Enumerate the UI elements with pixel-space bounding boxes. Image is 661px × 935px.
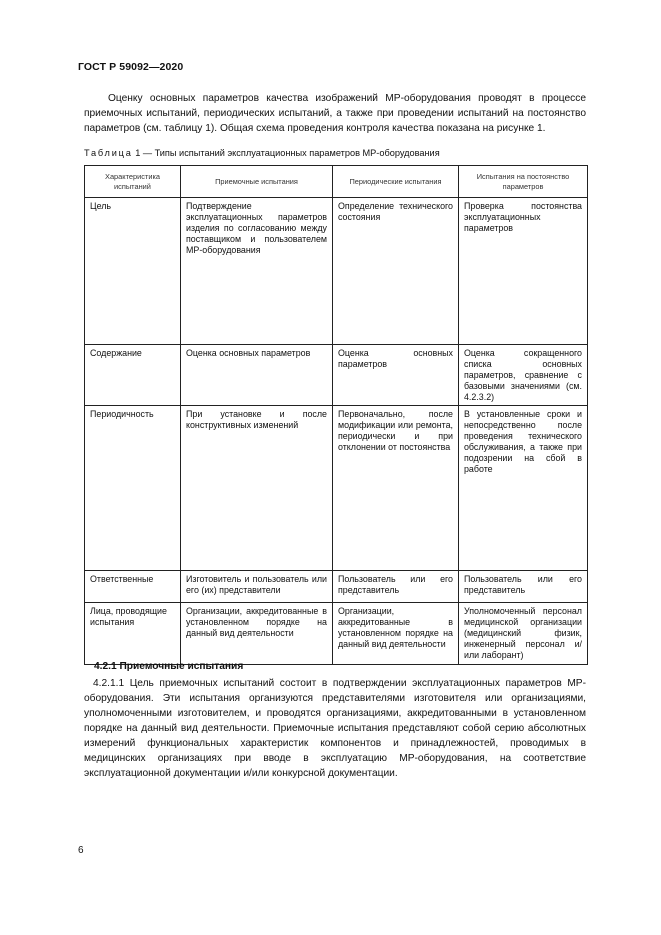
test-types-table bbox=[84, 165, 588, 665]
table-cell: В установленные сроки и непосредственно после проведения технического обслуживания, а также при подозрении на сбой в работе bbox=[459, 406, 588, 571]
document-id: ГОСТ Р 59092—2020 bbox=[78, 61, 184, 73]
table-cell: Определение технического состояния bbox=[333, 198, 459, 345]
table-cell: Уполномоченный персонал медицинской организации (медицинский физик, инженерный персонал и/или лаборант) bbox=[459, 603, 588, 665]
table-row bbox=[85, 345, 588, 406]
intro-paragraph: Оценку основных параметров качества изображений МР-оборудования проводят в процессе приемочных испытаний, периодических испытаний, а также при проведении испытаний на постоянство параметров (см. таблицу 1). Общая схема проведения контроля качества показана на рисунке 1. bbox=[84, 93, 586, 134]
table-caption-label: Таблица bbox=[84, 148, 133, 158]
section-heading: 4.2.1 Приемочные испытания bbox=[94, 661, 244, 672]
table-cell: Оценка сокращенного списка основных параметров, сравнение с базовыми значениями (см. 4.2.3.2) bbox=[459, 345, 588, 406]
table-cell: Изготовитель и пользователь или его (их) представители bbox=[181, 571, 333, 603]
header-acceptance: Приемочные испытания bbox=[181, 166, 333, 198]
table-row bbox=[85, 571, 588, 603]
table-row bbox=[85, 603, 588, 665]
table-cell: Пользователь или его представитель bbox=[333, 571, 459, 603]
table-cell: Ответственные bbox=[85, 571, 181, 603]
table-caption bbox=[84, 148, 440, 158]
table-cell: Подтверждение эксплуатационных параметров изделия по согласованию между поставщиком и пользователем МР-оборудования bbox=[181, 198, 333, 345]
section-paragraph: 4.2.1.1 Цель приемочных испытаний состоит в подтверждении эксплуатационных параметров МР-оборудования. Эти испытания организуются представителями изготовителя или организациями, уполномоченными изготовителем, и проводятся организациями, аккредитованными в установленном порядке на данный вид деятельности. Приемочные испытания представляют собой серию абсолютных измерений функциональных характеристик компонентов и принадлежностей, проводимых в медицинских организациях при вводе в эксплуатацию МР-оборудования, на соответствие эксплуатационной документации и/или конкурсной документации. bbox=[84, 678, 586, 779]
header-characteristic: Характеристика испытаний bbox=[85, 166, 181, 198]
table-cell: Оценка основных параметров bbox=[181, 345, 333, 406]
header-periodic: Периодические испытания bbox=[333, 166, 459, 198]
table-cell: Оценка основных параметров bbox=[333, 345, 459, 406]
table-cell: Проверка постоянства эксплуатационных параметров bbox=[459, 198, 588, 345]
table-caption-text: 1 — Типы испытаний эксплуатационных параметров МР-оборудования bbox=[135, 148, 440, 158]
table-header-row bbox=[85, 166, 588, 198]
table-cell: При установке и после конструктивных изменений bbox=[181, 406, 333, 571]
table-cell: Цель bbox=[85, 198, 181, 345]
table-cell: Организации, аккредитованные в установленном порядке на данный вид деятельности bbox=[181, 603, 333, 665]
table-row bbox=[85, 198, 588, 345]
table-cell: Периодичность bbox=[85, 406, 181, 571]
page-number: 6 bbox=[78, 845, 84, 856]
table-cell: Содержание bbox=[85, 345, 181, 406]
header-constancy: Испытания на постоянство параметров bbox=[459, 166, 588, 198]
table-cell: Первоначально, после модификации или ремонта, периодически и при отклонении от постоянства bbox=[333, 406, 459, 571]
table-row bbox=[85, 406, 588, 571]
table-cell: Лица, проводящие испытания bbox=[85, 603, 181, 665]
table-cell: Организации, аккредитованные в установленном порядке на данный вид деятельности bbox=[333, 603, 459, 665]
table-cell: Пользователь или его представитель bbox=[459, 571, 588, 603]
